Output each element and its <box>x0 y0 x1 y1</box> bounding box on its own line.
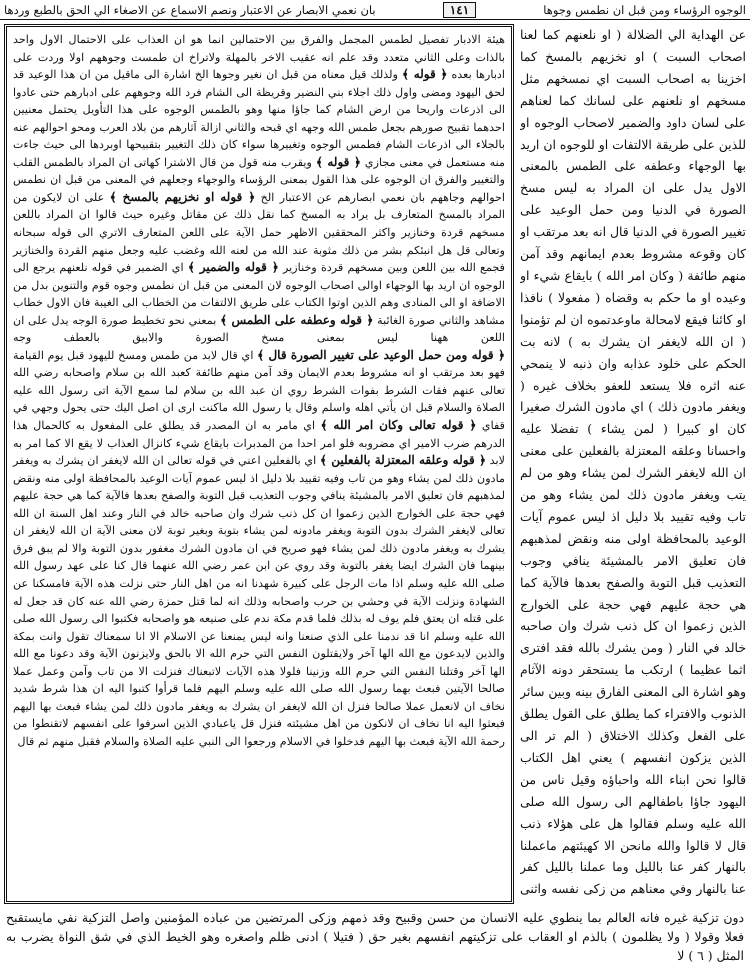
bottom-continuation-text <box>6 908 744 965</box>
qawluhu-heading: ﴿ قوله تعالى وكان امر الله ﴾ <box>320 418 477 433</box>
main-text-segment: على ان لايكون من المراد بالمسخ المتعارف بل يراد به المسخ كما نقل ذلك عن مقاتل وغيره حيث قالوا ان المراد باللعن مسخهم قردة وخنازير واكثر المحققين الاظهر حمل الآية على اللعن المتعارف الاتري الى قوله سبحانه وتعالى قل هل انبئكم بشر من ذلك مثوبة عند الله من لعنه الله وغضب عليه وجعل منهم القردة والخنازير فجمع الله بين اللعن وبين مسخهم قردة وخنازير <box>13 190 506 275</box>
main-text-segment: ولذلك قيل معناه من قبل ان نغير وجوها الخ اشارة الى ماقيل من ان هذا الوعيد قد لحق اليهود ومضى واول ذلك اجلاء بني النضير وقريظة الى الشام فرد الله وجوههم على ادبارهم حتى عادوا الى اذرعات واريحا من ارض الشام كما جاؤا منها وهو بالطمس الوجوه على هذا التأويل يحتمل معنيين احدهما تقبيح صورهم بجعل طمس الله وجهه اي قبحه والثاني ازالة آثارهم من بلاد العرب ومحو احوالهم عنه بالجلاء الى اذرعات الشام فطمس الوجوه وتغييرها سواء كان ذلك التغيير بتقبيحها اوبردها الى حيث جاءت منه مستعمل في معنى مجازي <box>13 68 505 169</box>
page-header <box>0 0 750 20</box>
qawluhu-heading: ﴿ قوله وعطفه على الطمس ﴾ <box>220 312 374 327</box>
qawluhu-heading: ﴿ قوله وعلقه المعتزلة بالفعلين ﴾ <box>319 453 486 468</box>
main-text-segment: اي بالفعلين اعني في قوله تعالى ان الله لايغفر ان يشرك به ويغفر مادون ذلك لمن يشاء وهو من تاب وفيه تقييد بلا دليل اذ ليس عموم آيات الوعيد بالمحافظة اولى منه ونقض لمذهبهم فان تعليق الامر بالمشيئة ينافي وجوب التعذيب قبل التوبة والصفح بعدها فالآية كما هي حجة عليهم فهي حجة على الخوارج الذين زعموا ان كل ذنب شرك وان صاحبه خالد في النار وعند اهل السنة ان الله تعالى لايغفر الشرك بدون التوبة ويغفر مادونه لمن يشاء بتوبة وبغير توبة لان معنى الآية ان الله لايغفر ان يشرك به ويغفر مادون ذلك لمن يشاء فهو صريح في ان مادون الشرك مغفور بدون التوبة والا لم يبق فرق بينهما فان الشرك ايضا يغفر بالتوبة وقد روي عن ابن عمر رضي الله عنهما قال كنا على عهد رسول الله صلى الله عليه وسلم اذا مات الرجل على كبيرة شهدنا انه من اهل النار حتى نزلت هذه الآية فامسكنا عن الشهادة ونزلت الآية في وحشي بن حرب واصحابه وذلك انه لما قتل حمزة رضي الله عنه كان قد جعل له على قتله ان يعتق فلم يوف له بذلك فلما قدم مكة ندم على صنيعه هو واصحابه فكتبوا الى رسول الله صلى الله عليه وسلم انا قد ندمنا على الذي صنعنا وانه ليس يمنعنا عن الاسلام الا انا سمعناك تقول وانت بمكة والذين لايدعون مع الله الها آخر ولايقتلون النفس التي حرم الله الا بالحق ولايزنون الآية وقد دعونا مع الله الها آخر وقتلنا النفس التي حرم الله وزنينا فلولا هذه الآيات لاتبعناك فنزلت الا من تاب وآمن وعمل عملا صالحا الآيتين فبعث بهما رسول الله صلى الله عليه وسلم اليهم فلما قرأوا كتبوا اليه ان هذا شرط شديد نخاف ان لانعمل عملا صالحا فنزل ان الله لايغفر ان يشرك به ويغفر مادون ذلك لمن يشاء فبعث بها اليهم فبعثوا اليه انا نخاف ان لانكون من اهل مشيئته فنزل قل ياعبادي الذين اسرفوا على انفسهم لاتقنطوا من رحمة الله الآية فبعث بها اليهم فدخلوا في الاسلام ورجعوا الى النبي عليه الصلاة والسلام فقبل منهم ثم قال <box>13 454 505 748</box>
main-text-segment: اي الضمير في قوله نلعنهم يرجع الى الوجوه ان اريد بها الوجهاء اوالى اصحاب الوجوه لان المعنى من قبل ان نطمس وجوه قوم والتنوين بدل من الاضافة او الى المنادى وهم الذين اوتوا الكتاب على طريق الالتفات من الخطاب الى الغيبة فان الاول خطاب مشاهد والثاني صورة الغائبة <box>13 261 505 327</box>
bottom-continuation <box>0 908 750 966</box>
qawluhu-heading: ﴿ قوله او نخزيهم بالمسخ ﴾ <box>109 189 256 204</box>
main-commentary-text <box>13 31 505 750</box>
header-left-text: بان نعمي الابصار عن الاعتبار ونصم الاسماع عن الاصغاء الي الحق بالطبع وردها <box>4 2 376 17</box>
main-text-segment: هيئة الادبار تفصيل لطمس المجمل والفرق بين الاحتمالين انما هو ان العذاب على الاحتمال الاول واحد بالذات وعلى الثاني متعدد وقد علم انه عقيب الاخر بالمهلة ولاتراخ ان طمست وجوههم اولا وردت على ادبارها بعده <box>13 33 506 82</box>
main-text-segment: ويقرب منه قول من قال الاشترا كهاتى ان المراد بالطمس القلب والتغيير والفرق ان الوجوه على هذا القول بمعنى الرؤساء والوجهاء وجعلهم في المعنى من قبل ان نطمس احوالهم وجاههم بان نعمي ابصارهم عن الاعتبار الخ <box>13 155 506 204</box>
margin-commentary-text: عن الهداية الي الضلالة ( او نلعنهم كما لعنا اصحاب السبت ) او نخزيهم بالمسخ كما اخزينا به اصحاب السبت اي نمسخهم مثل مسخهم او نلعنهم على لسانك كما لعناهم على لسان داود والضمير لاصحاب الوجوه او للذين على طريقة الالتفات او للوجوه ان اريد بها الوجهاء وعطفه على الطمس بالمعنى الاول يدل على ان المراد به ليس مسخ الصورة في الدنيا ومن حمل الوعيد على تغيير الصورة في الدنيا قال انه بعد مرتقب او كان وقوعه مشروط بعدم ايمانهم وقد آمن منهم طائفة ( وكان امر الله ) بايقاع شيء او وعيده او ما حكم به وقضاه ( مفعولا ) نافذا او كائنا فيقع لامحالة ماوعدتموه ان لم تؤمنوا ( ان الله لايغفر ان يشرك به ) لانه بت الحكم على خلود عذابه وان ذنبه لا ينمحي عنه اثره فلا يستعد للعفو بخلاف غيره ( ويغفر مادون ذلك ) اي مادون الشرك صغيرا كان او كبيرا ( لمن يشاء ) تفضلا عليه واحسانا وعلقه المعتزلة بالفعلين على معنى ان الله لايغفر الشرك لمن يشاء وهو من لم يتب ويغفر مادون ذلك لمن يشاء وهو من تاب وفيه تقييد بلا دليل اذ ليس عموم آيات الوعيد بالمحافظة اولى منه ونقض لمذهبهم فان تعليق الامر بالمشيئة ينافي وجوب التعذيب قبل التوبة والصفح بعدها فالآية كما هي حجة عليهم فهي حجة على الخوارج الذين زعموا ان كل ذنب شرك وان صاحبه خالد في النار ( ومن يشرك بالله فقد افترى اثما عظيما ) ارتكب ما يستحقر دونه الآثام وهو اشارة الى المعنى الفارق بينه وبين سائر الذنوب والافتراء كما يطلق على القول يطلق على الفعل وكذلك الاختلاق ( الم تر الى الذين يزكون انفسهم ) يعني اهل الكتاب قالوا نحن ابناء الله واحباؤه وقيل ناس من اليهود جاؤا باطفالهم الى رسول الله صلى الله عليه وسلم فقالوا هل على هؤلاء ذنب قال لا قالوا والله مانحن الا كهيئتهم ماعملنا بالنهار كفر عنا بالليل وما عملنا بالليل كفر عنا بالنهار وفي معناهم من زكى نفسه واثنى <box>520 27 746 897</box>
main-text-segment: اي مامر به ان المصدر قد يطلق على المفعول به كالحمال هذا الدرهم ضرب الامير اي مضروبه فلو امر احدا من المدبرات بايقاع شيء كانزال العذاب لا يقع الا كما امر به لابد <box>13 419 506 468</box>
qawluhu-heading: ﴿ قوله ﴾ <box>315 154 361 169</box>
catchword: لا <box>677 948 685 963</box>
margin-commentary-column <box>520 24 746 904</box>
qawluhu-heading: ﴿ قوله ﴾ <box>402 67 448 82</box>
main-commentary-frame <box>4 24 514 904</box>
bottom-text: دون تزكية غيره فانه العالم بما ينطوي عليه الانسان من حسن وقبيح وقد ذمهم وزكى المرتضين من عباده المؤمنين واصل التزكية نفي مايستقبح فعلا وقولا ( ولا يظلمون ) بالذم او العقاب على تزكيتهم انفسهم بغير حق ( فتيلا ) ادنى ظلم واصغره وهو الخيط الذي في شق النواة يضرب به المثل <box>6 910 744 963</box>
section-marker: ( ٦ ) <box>688 948 713 963</box>
qawluhu-heading: ﴿ قوله ومن حمل الوعيد على تغيير الصورة قال ﴾ <box>257 347 505 362</box>
main-text-segment: اي قال لابد من طمس ومسخ لليهود قبل يوم القيامة فهو بعد مرتقب او انه مشروط بعدم الايمان وقد آمن منهم طائفة كعبد الله بن سلام واصحابه رضي الله تعالى عنهم فقات الشرط بفوات الشرط روي ان عبد الله بن سلام لما سمع الآية اتى رسول الله عليه الصلاة والسلام قبل ان يأتي اهله واسلم وقال يا رسول الله ماكنت ارى ان اصل اليك حتى يحول وجهي في قفاي <box>13 348 505 433</box>
header-right-text: الوجوه الرؤساء ومن قبل ان نطمس وجوها <box>543 2 746 17</box>
qawluhu-heading: ﴿ قوله والضمير ﴾ <box>187 260 279 275</box>
page-number: ١٤١ <box>443 2 476 18</box>
main-text-segment: بمعني نحو تخطيط صورة الوجه يدل على ان اللعن ههنا ليس بمعنى مسخ الصورة والابيق بالعطف وجه <box>13 313 505 345</box>
